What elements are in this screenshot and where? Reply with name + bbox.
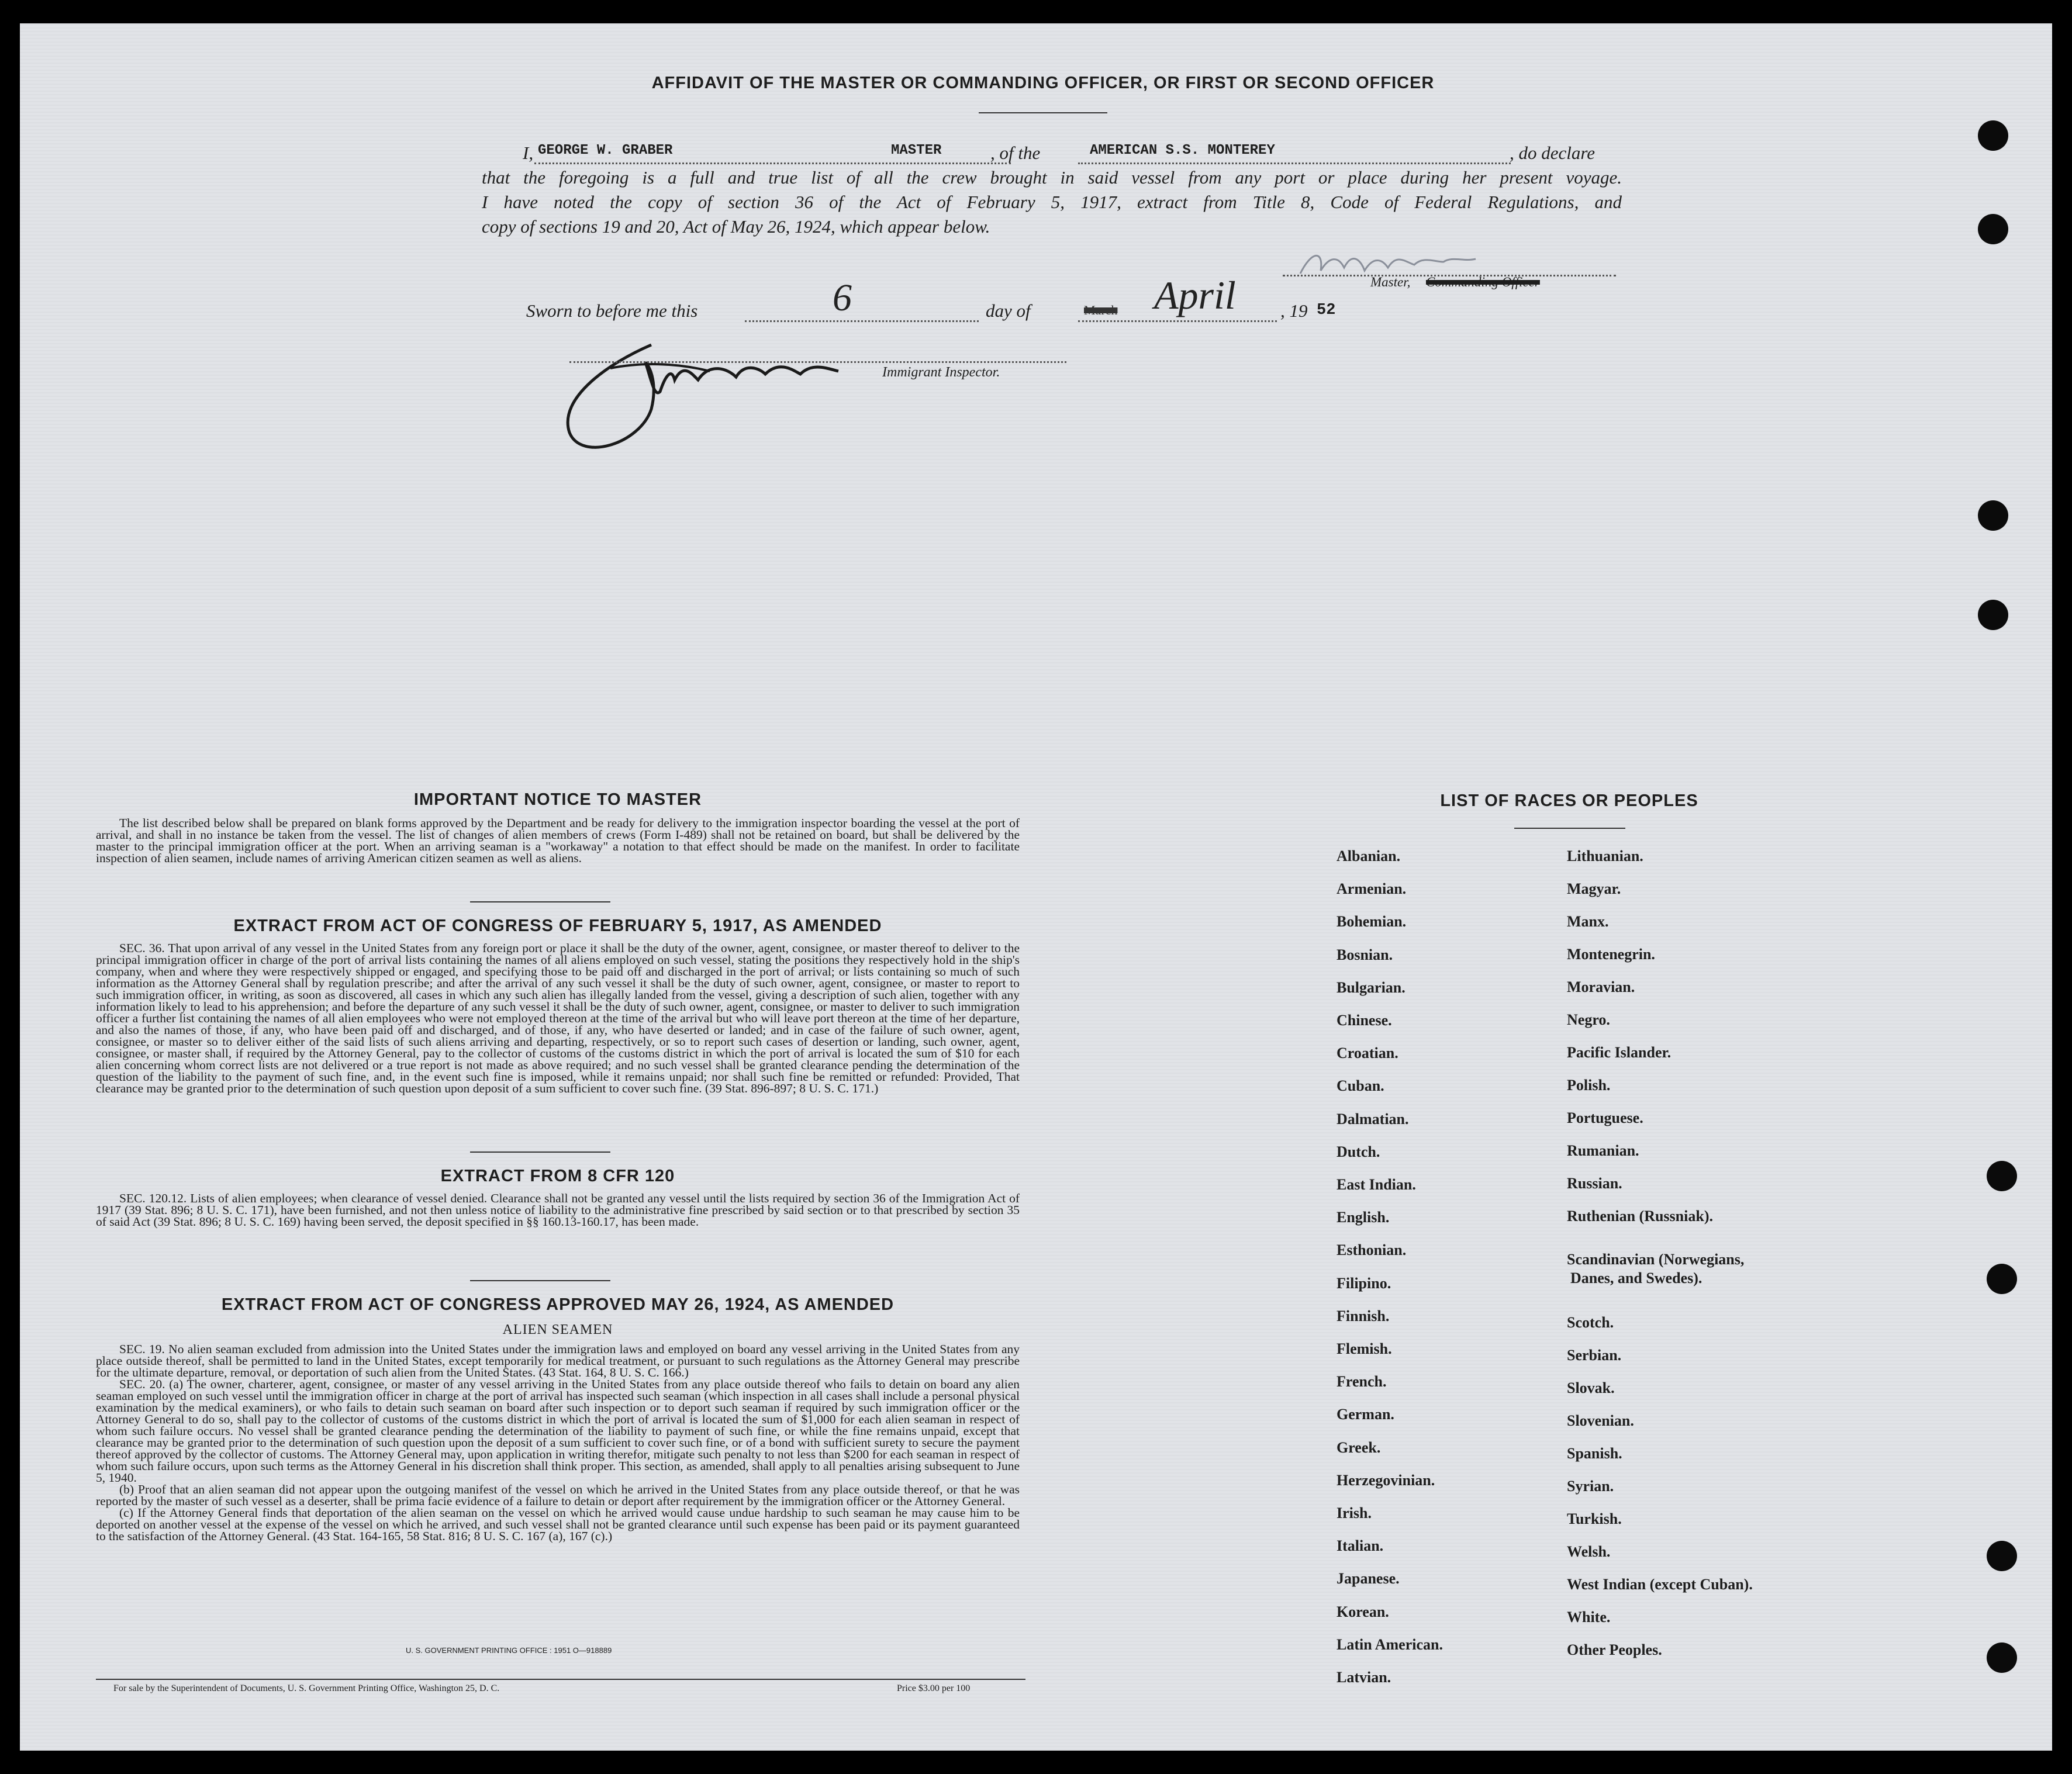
- race-item: Bulgarian.: [1337, 978, 1405, 996]
- notice-body: [96, 817, 1020, 864]
- year-value: 52: [1317, 302, 1336, 319]
- vessel-name: AMERICAN S.S. MONTEREY: [1090, 143, 1275, 158]
- extract-cfr-title: EXTRACT FROM 8 CFR 120: [440, 1167, 675, 1185]
- inspector-signature: [534, 327, 932, 462]
- sec-120-12-text: SEC. 120.12. Lists of alien employees; when clearance of vessel denied. Clearance shall not be granted any vessel until the lists required by section 36 of the Immigration Act of 1917 (39 Stat. 896; 8 U. S. C. 171), have been furnished, and not then unless notice of liability to the administrative fine prescribed by said section or to that prescribed by section 35 of said Act (39 Stat. 896; 8 U. S. C. 169) having been served, the deposit specified in §§ 160.13-160.17, has been made.: [96, 1191, 1020, 1229]
- inspector-label: Immigrant Inspector.: [882, 365, 1000, 380]
- race-item: Bosnian.: [1337, 946, 1393, 963]
- alien-seamen-subtitle: ALIEN SEAMEN: [502, 1322, 613, 1337]
- day-line: [745, 320, 979, 322]
- race-item: Cuban.: [1337, 1077, 1384, 1095]
- extract-cfr-body: [96, 1192, 1020, 1227]
- races-title: LIST OF RACES OR PEOPLES: [1440, 791, 1698, 810]
- name-line: [534, 162, 1011, 164]
- race-item: West Indian (except Cuban).: [1567, 1576, 1753, 1593]
- race-item: Turkish.: [1567, 1510, 1622, 1527]
- month-handwritten: April: [1154, 273, 1236, 317]
- race-item: Scandinavian (Norwegians,: [1567, 1251, 1745, 1268]
- month-struck: March: [1084, 303, 1118, 317]
- race-item: Syrian.: [1567, 1478, 1614, 1495]
- extract-1917-title: EXTRACT FROM ACT OF CONGRESS OF FEBRUARY 5, 1917, AS AMENDED: [233, 917, 882, 935]
- race-item: Filipino.: [1337, 1274, 1391, 1292]
- punch-hole: [1978, 500, 2008, 531]
- do-declare-label: , do declare: [1510, 143, 1596, 163]
- race-item: Scotch.: [1567, 1314, 1614, 1331]
- race-item: Welsh.: [1567, 1543, 1611, 1560]
- race-item: Finnish.: [1337, 1307, 1390, 1325]
- race-item: Dalmatian.: [1337, 1110, 1409, 1128]
- section-divider: [470, 1151, 610, 1153]
- printing-office-line: U. S. GOVERNMENT PRINTING OFFICE : 1951 O—918889: [406, 1646, 612, 1655]
- punch-hole: [1978, 120, 2008, 151]
- race-item: Dutch.: [1337, 1143, 1380, 1160]
- footer-sale: For sale by the Superintendent of Documents, U. S. Government Printing Office, Washington 25, D. C.: [113, 1683, 500, 1693]
- extract-1924-title: EXTRACT FROM ACT OF CONGRESS APPROVED MAY 26, 1924, AS AMENDED: [221, 1295, 895, 1314]
- punch-hole: [1978, 600, 2008, 630]
- race-item: Armenian.: [1337, 880, 1407, 898]
- race-item: Other Peoples.: [1567, 1641, 1662, 1658]
- vessel-line: [1078, 162, 1511, 164]
- sec-36-text: SEC. 36. That upon arrival of any vessel in the United States from any foreign port or place it shall be the duty of the owner, agent, consignee, or master thereof to deliver to the principal immigration officer in charge of the port of arrival lists containing the names of all aliens employed on such vessel, stating the positions they respectively hold in the ship's company, when and where they were respectively shipped or engaged, and specifying those to be paid off and discharged in the port of arrival; or lists containing so much of such information as the Attorney General shall by regulation prescribe; and after the arrival of any such vessel it shall be the duty of such owner, agent, consignee, or master to report to such immigration officer, in writing, as soon as discovered, all cases in which any such alien has illegally landed from the vessel, giving a description of such alien, together with any information likely to lead to his apprehension; and before the departure of any such vessel it shall be the duty of such owner, agent, consignee, or master to deliver to such immigration officer a further list containing the names of all alien employees who were not employed thereon at the time of the arrival but who will leave port thereon at the time of her departure, and also the names of those, if any, who have been paid off and discharged, and of those, if any, who have deserted or landed; and in case of the failure of such owner, agent, consignee, or master so to deliver either of the said lists of such aliens arriving and departing, respectively, or so to report such cases of desertion or landing, such owner, agent, consignee, or master shall, if required by the Attorney General, pay to the collector of customs of the customs district in which the port of arrival is located the sum of $10 for each alien concerning whom correct lists are not delivered or a true report is not made as above required; and no such vessel shall be granted clearance pending the determination of the question of the liability to the payment of such fine, and, in the event such fine is imposed, while it remains unpaid; nor shall such fine be remitted or refunded: Provided, That clearance may be granted prior to the determination of such question upon deposit of a sum sufficient to cover such fine. (39 Stat. 896-897; 8 U. S. C. 171.): [96, 941, 1020, 1095]
- race-item: English.: [1337, 1209, 1390, 1226]
- sec-20b-text: (b) Proof that an alien seaman did not appear upon the outgoing manifest of the vessel on which he arrived in the United States from any place outside thereof, or that he was reported by the master of such vessel as a deserter, shall be prima facie evidence of a failure to detain or deport after requirement by the immigration officer or the Attorney General.: [96, 1482, 1020, 1508]
- race-item: Polish.: [1567, 1077, 1611, 1094]
- footer-price: Price $3.00 per 100: [897, 1683, 971, 1693]
- notice-title: IMPORTANT NOTICE TO MASTER: [413, 790, 702, 809]
- race-item: Esthonian.: [1337, 1242, 1407, 1259]
- race-item: Montenegrin.: [1567, 946, 1655, 963]
- punch-hole: [1987, 1541, 2017, 1571]
- race-item: Pacific Islander.: [1567, 1044, 1672, 1061]
- race-item: Portuguese.: [1567, 1109, 1643, 1126]
- extract-1917-body: [96, 942, 1020, 1094]
- race-item: Serbian.: [1567, 1347, 1622, 1364]
- footer-rule: [96, 1679, 1025, 1680]
- race-item: Manx.: [1567, 913, 1609, 930]
- race-item: Danes, and Swedes).: [1570, 1270, 1703, 1287]
- race-item: Chinese.: [1337, 1012, 1392, 1029]
- year-prefix: , 19: [1280, 300, 1308, 321]
- affidavit-line-2: that the foregoing is a full and true list of all the crew brought in said vessel from any port or place during her present voyage.: [482, 167, 1622, 188]
- extract-1924-body: [96, 1343, 1020, 1542]
- race-item: Italian.: [1337, 1537, 1384, 1555]
- race-item: Albanian.: [1337, 848, 1401, 864]
- sec-19-text: SEC. 19. No alien seaman excluded from admission into the United States under the immigration laws and employed on board any vessel arriving in the United States from any place outside thereof, shall be permitted to land in the United States, except temporarily for medical treatment, or pursuant to such regulations as the Attorney General may prescribe for the ultimate departure, removal, or deportation of such alien from the United States. (43 Stat. 164, 8 U. S. C. 166.): [96, 1342, 1020, 1379]
- section-divider: [470, 901, 610, 902]
- race-item: French.: [1337, 1373, 1387, 1391]
- race-item: Latvian.: [1337, 1669, 1391, 1686]
- month-line: [1078, 320, 1277, 322]
- race-item: Russian.: [1567, 1175, 1622, 1192]
- race-item: Lithuanian.: [1567, 848, 1643, 864]
- race-item: Magyar.: [1567, 880, 1621, 897]
- race-item: Slovenian.: [1567, 1412, 1634, 1429]
- punch-hole: [1987, 1642, 2017, 1673]
- struck-title: Commanding Officer: [1426, 275, 1540, 289]
- punch-hole: [1987, 1264, 2017, 1294]
- race-item: White.: [1567, 1609, 1611, 1626]
- race-item: East Indian.: [1337, 1176, 1416, 1193]
- race-item: German.: [1337, 1406, 1394, 1423]
- affidavit-line-4: copy of sections 19 and 20, Act of May 26, 1924, which appear below.: [482, 216, 990, 237]
- race-item: Flemish.: [1337, 1340, 1392, 1357]
- race-item: Japanese.: [1337, 1570, 1400, 1588]
- master-label: Master,: [1370, 275, 1411, 289]
- race-item: Herzegovinian.: [1337, 1471, 1435, 1489]
- race-item: Irish.: [1337, 1505, 1372, 1521]
- race-item: Korean.: [1337, 1603, 1389, 1620]
- race-item: Ruthenian (Russniak).: [1567, 1208, 1713, 1225]
- sec-20c-text: (c) If the Attorney General finds that deportation of the alien seaman on the vessel on which he arrived would cause undue hardship to such seaman he may cause him to be deported on another vessel at the expense of the vessel on which he arrived, and such vessel shall not be granted clearance until such expense has been paid or its payment guaranteed to the satisfaction of the Attorney General. (43 Stat. 164-165, 58 Stat. 816; 8 U. S. C. 167 (a), 167 (c).): [96, 1506, 1020, 1543]
- sec-20a-text: SEC. 20. (a) The owner, charterer, agent, consignee, or master of any vessel arriving in the United States from any place outside thereof who fails to detain on board any alien seaman employed on such vessel until the immigration officer in charge at the port of arrival has inspected such seaman (which inspection in all cases shall include a personal physical examination by the medical examiners), or who fails to detain such seaman on board after such inspection or to deport such seaman if required by such immigration officer or the Attorney General to do so, shall pay to the collector of customs of the customs district in which the port of arrival is located the sum of $1,000 for each alien seaman in respect of whom such failure occurs. No vessel shall be granted clearance pending the determination of the liability to payment of such fine, or while the fine remains unpaid, except that clearance may be granted prior to the determination of such question upon the deposit of a sum sufficient to cover such fine, or of a bond with sufficient surety to secure the payment thereof approved by the collector of customs. The Attorney General may, upon application in writing therefor, mitigate such penalty to not less than $200 for each seaman in respect of whom such failure occurs, upon such terms as the Attorney General in his discretion shall think proper. This section, as amended, shall apply to all penalties arising subsequent to June 5, 1940.: [96, 1377, 1020, 1485]
- document-sheet: [20, 23, 2052, 1751]
- day-handwritten: 6: [833, 276, 852, 319]
- race-item: Latin American.: [1337, 1635, 1443, 1653]
- inspector-line: [569, 361, 1066, 363]
- notice-text: The list described below shall be prepared on blank forms approved by the Department and be ready for delivery to the immigration inspector boarding the vessel at the port of arrival, and shall in no instance be taken from the vessel. The list of changes of alien members of crews (Form I-489) shall not be retained on board, but shall be delivered by the master to the principal immigration officer at the port. When an arriving seaman is a "workaway" a notation to that effect should be made on the manifest. In order to facilitate inspection of alien seamen, include names of arriving American citizen seamen as well as aliens.: [96, 816, 1020, 865]
- race-item: Bohemian.: [1337, 913, 1407, 931]
- affidavit-line-3: I have noted the copy of section 36 of the Act of February 5, 1917, extract from Title 8, Code of Federal Regulations, and: [482, 192, 1622, 212]
- race-item: Rumanian.: [1567, 1142, 1639, 1159]
- section-divider: [470, 1280, 610, 1281]
- sworn-label: Sworn to before me this: [526, 300, 698, 321]
- race-item: Spanish.: [1567, 1445, 1622, 1462]
- affidavit-i: I,: [523, 143, 534, 163]
- race-item: Greek.: [1337, 1438, 1381, 1456]
- punch-hole: [1987, 1161, 2017, 1191]
- of-the-label: , of the: [990, 143, 1041, 163]
- race-item: Croatian.: [1337, 1045, 1398, 1062]
- race-item: Negro.: [1567, 1011, 1610, 1028]
- affidavit-title: AFFIDAVIT OF THE MASTER OR COMMANDING OFFICER, OR FIRST OR SECOND OFFICER: [651, 74, 1435, 92]
- race-item: Slovak.: [1567, 1379, 1615, 1396]
- master-name: GEORGE W. GRABER: [538, 143, 673, 158]
- punch-hole: [1978, 214, 2008, 244]
- race-item: Moravian.: [1567, 978, 1635, 995]
- master-rank: MASTER: [891, 143, 942, 158]
- races-underline: [1514, 828, 1625, 829]
- title-underline: [979, 112, 1107, 113]
- day-of-label: day of: [986, 300, 1031, 321]
